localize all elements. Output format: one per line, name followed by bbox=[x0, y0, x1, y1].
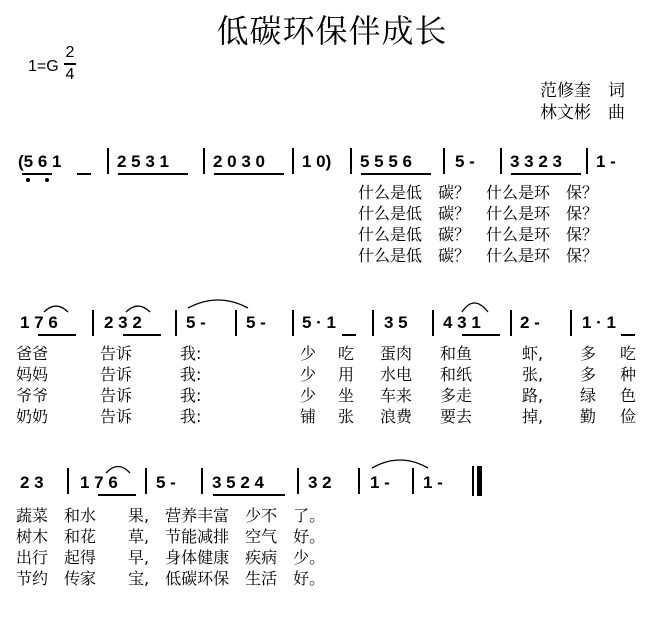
lyric-word: 吃 bbox=[338, 344, 355, 363]
measure-1: (5 6 1 bbox=[18, 152, 62, 171]
lyric-verse-2: 树木 和花 草, 节能减排 空气 好。 bbox=[16, 527, 326, 546]
lyric-word: 张, bbox=[522, 365, 544, 384]
measure-23: 1 - bbox=[370, 473, 390, 492]
lyric-word: 我: bbox=[180, 344, 202, 363]
slur bbox=[462, 303, 488, 312]
lyric-word: 告诉 bbox=[100, 344, 133, 363]
lyric-word: 少 bbox=[300, 365, 317, 384]
lyric-word: 告诉 bbox=[100, 365, 133, 384]
lyric-verse-2: 什么是低 碳？ 什么是环 保？ bbox=[358, 204, 599, 223]
lyric-word: 水电 bbox=[380, 365, 413, 384]
lyric-word: 绿 bbox=[580, 386, 597, 405]
lyric-word: 告诉 bbox=[100, 407, 133, 426]
time-signature-bottom: 4 bbox=[65, 65, 75, 83]
measure-6: 5 - bbox=[455, 152, 475, 171]
lyric-word: 我: bbox=[180, 365, 202, 384]
lyric-verse-3: 出行 起得 早, 身体健康 疾病 少。 bbox=[16, 548, 326, 567]
lyric-word: 用 bbox=[338, 365, 355, 384]
lyric-word: 路, bbox=[522, 386, 544, 405]
lyric-word: 俭 bbox=[620, 407, 637, 426]
lyric-word: 我: bbox=[180, 386, 202, 405]
measure-22: 3 2 bbox=[308, 473, 332, 492]
measure-4: 1 0) bbox=[302, 152, 332, 171]
measure-24: 1 - bbox=[423, 473, 443, 492]
lyric-word: 要去 bbox=[440, 407, 473, 426]
measure-16: 2 - bbox=[520, 313, 540, 332]
measure-17: 1 · 1 bbox=[582, 313, 617, 332]
lyric-word: 色 bbox=[620, 386, 637, 405]
slur bbox=[126, 306, 150, 312]
measure-12: 5 - bbox=[246, 313, 266, 332]
measure-13: 5 · 1 bbox=[302, 313, 337, 332]
lyric-verse-4: 什么是低 碳？ 什么是环 保？ bbox=[358, 246, 599, 265]
measure-9: 1 7 6 bbox=[20, 313, 58, 332]
lyric-word: 车来 bbox=[380, 386, 413, 405]
lyric-word: 吃 bbox=[620, 344, 637, 363]
lyric-word: 蛋肉 bbox=[380, 344, 413, 363]
lyric-word: 勤 bbox=[580, 407, 597, 426]
lyricist-credit: 范修奎 词 bbox=[540, 81, 625, 101]
lyric-word: 我: bbox=[180, 407, 202, 426]
lyric-word: 少 bbox=[300, 344, 317, 363]
lyric-verse-3: 什么是低 碳？ 什么是环 保？ bbox=[358, 225, 599, 244]
composer-credit: 林文彬 曲 bbox=[540, 103, 625, 123]
lyric-word: 种 bbox=[620, 365, 637, 384]
lyric-word: 铺 bbox=[300, 407, 317, 426]
measure-18: 2 3 bbox=[20, 473, 44, 492]
measure-10: 2 3 2 bbox=[104, 313, 142, 332]
lyric-word: 掉, bbox=[522, 407, 544, 426]
lyric-word: 和纸 bbox=[440, 365, 473, 384]
lyric-word: 坐 bbox=[338, 386, 355, 405]
measure-8: 1 - bbox=[596, 152, 616, 171]
measure-11: 5 - bbox=[186, 313, 206, 332]
lyric-word: 和鱼 bbox=[440, 344, 473, 363]
measure-15: 4 3 1 bbox=[443, 313, 481, 332]
lyric-word: 奶奶 bbox=[16, 407, 49, 426]
lyric-word: 虾, bbox=[522, 344, 544, 363]
song-title: 低碳环保伴成长 bbox=[216, 12, 448, 50]
lyric-word: 告诉 bbox=[100, 386, 133, 405]
measure-19: 1 7 6 bbox=[80, 473, 118, 492]
lyric-word: 多走 bbox=[440, 386, 473, 405]
slur bbox=[188, 300, 248, 308]
lyric-word: 爸爸 bbox=[16, 344, 49, 363]
measure-14: 3 5 bbox=[384, 313, 408, 332]
measure-2: 2 5 3 1 bbox=[117, 152, 169, 171]
lyric-word: 多 bbox=[580, 365, 597, 384]
measure-3: 2 0 3 0 bbox=[213, 152, 265, 171]
key-signature: 1=G bbox=[28, 58, 59, 75]
lyric-word: 爷爷 bbox=[16, 386, 49, 405]
lyric-verse-4: 节约 传家 宝, 低碳环保 生活 好。 bbox=[16, 569, 326, 588]
lyric-word: 妈妈 bbox=[16, 365, 49, 384]
lyric-verse-1: 什么是低 碳？ 什么是环 保？ bbox=[358, 183, 599, 202]
lyric-word: 多 bbox=[580, 344, 597, 363]
lyric-word: 浪费 bbox=[380, 407, 413, 426]
measure-20: 5 - bbox=[156, 473, 176, 492]
measure-21: 3 5 2 4 bbox=[212, 473, 264, 492]
slur bbox=[44, 306, 68, 312]
slur bbox=[106, 467, 130, 474]
slur bbox=[372, 460, 428, 468]
lyric-verse-1: 蔬菜 和水 果, 营养丰富 少不 了。 bbox=[16, 506, 326, 525]
lyric-word: 张 bbox=[338, 407, 355, 426]
lyric-word: 少 bbox=[300, 386, 317, 405]
measure-7: 3 3 2 3 bbox=[510, 152, 562, 171]
time-signature-top: 2 bbox=[65, 44, 75, 61]
measure-5: 5 5 5 6 bbox=[360, 152, 412, 171]
